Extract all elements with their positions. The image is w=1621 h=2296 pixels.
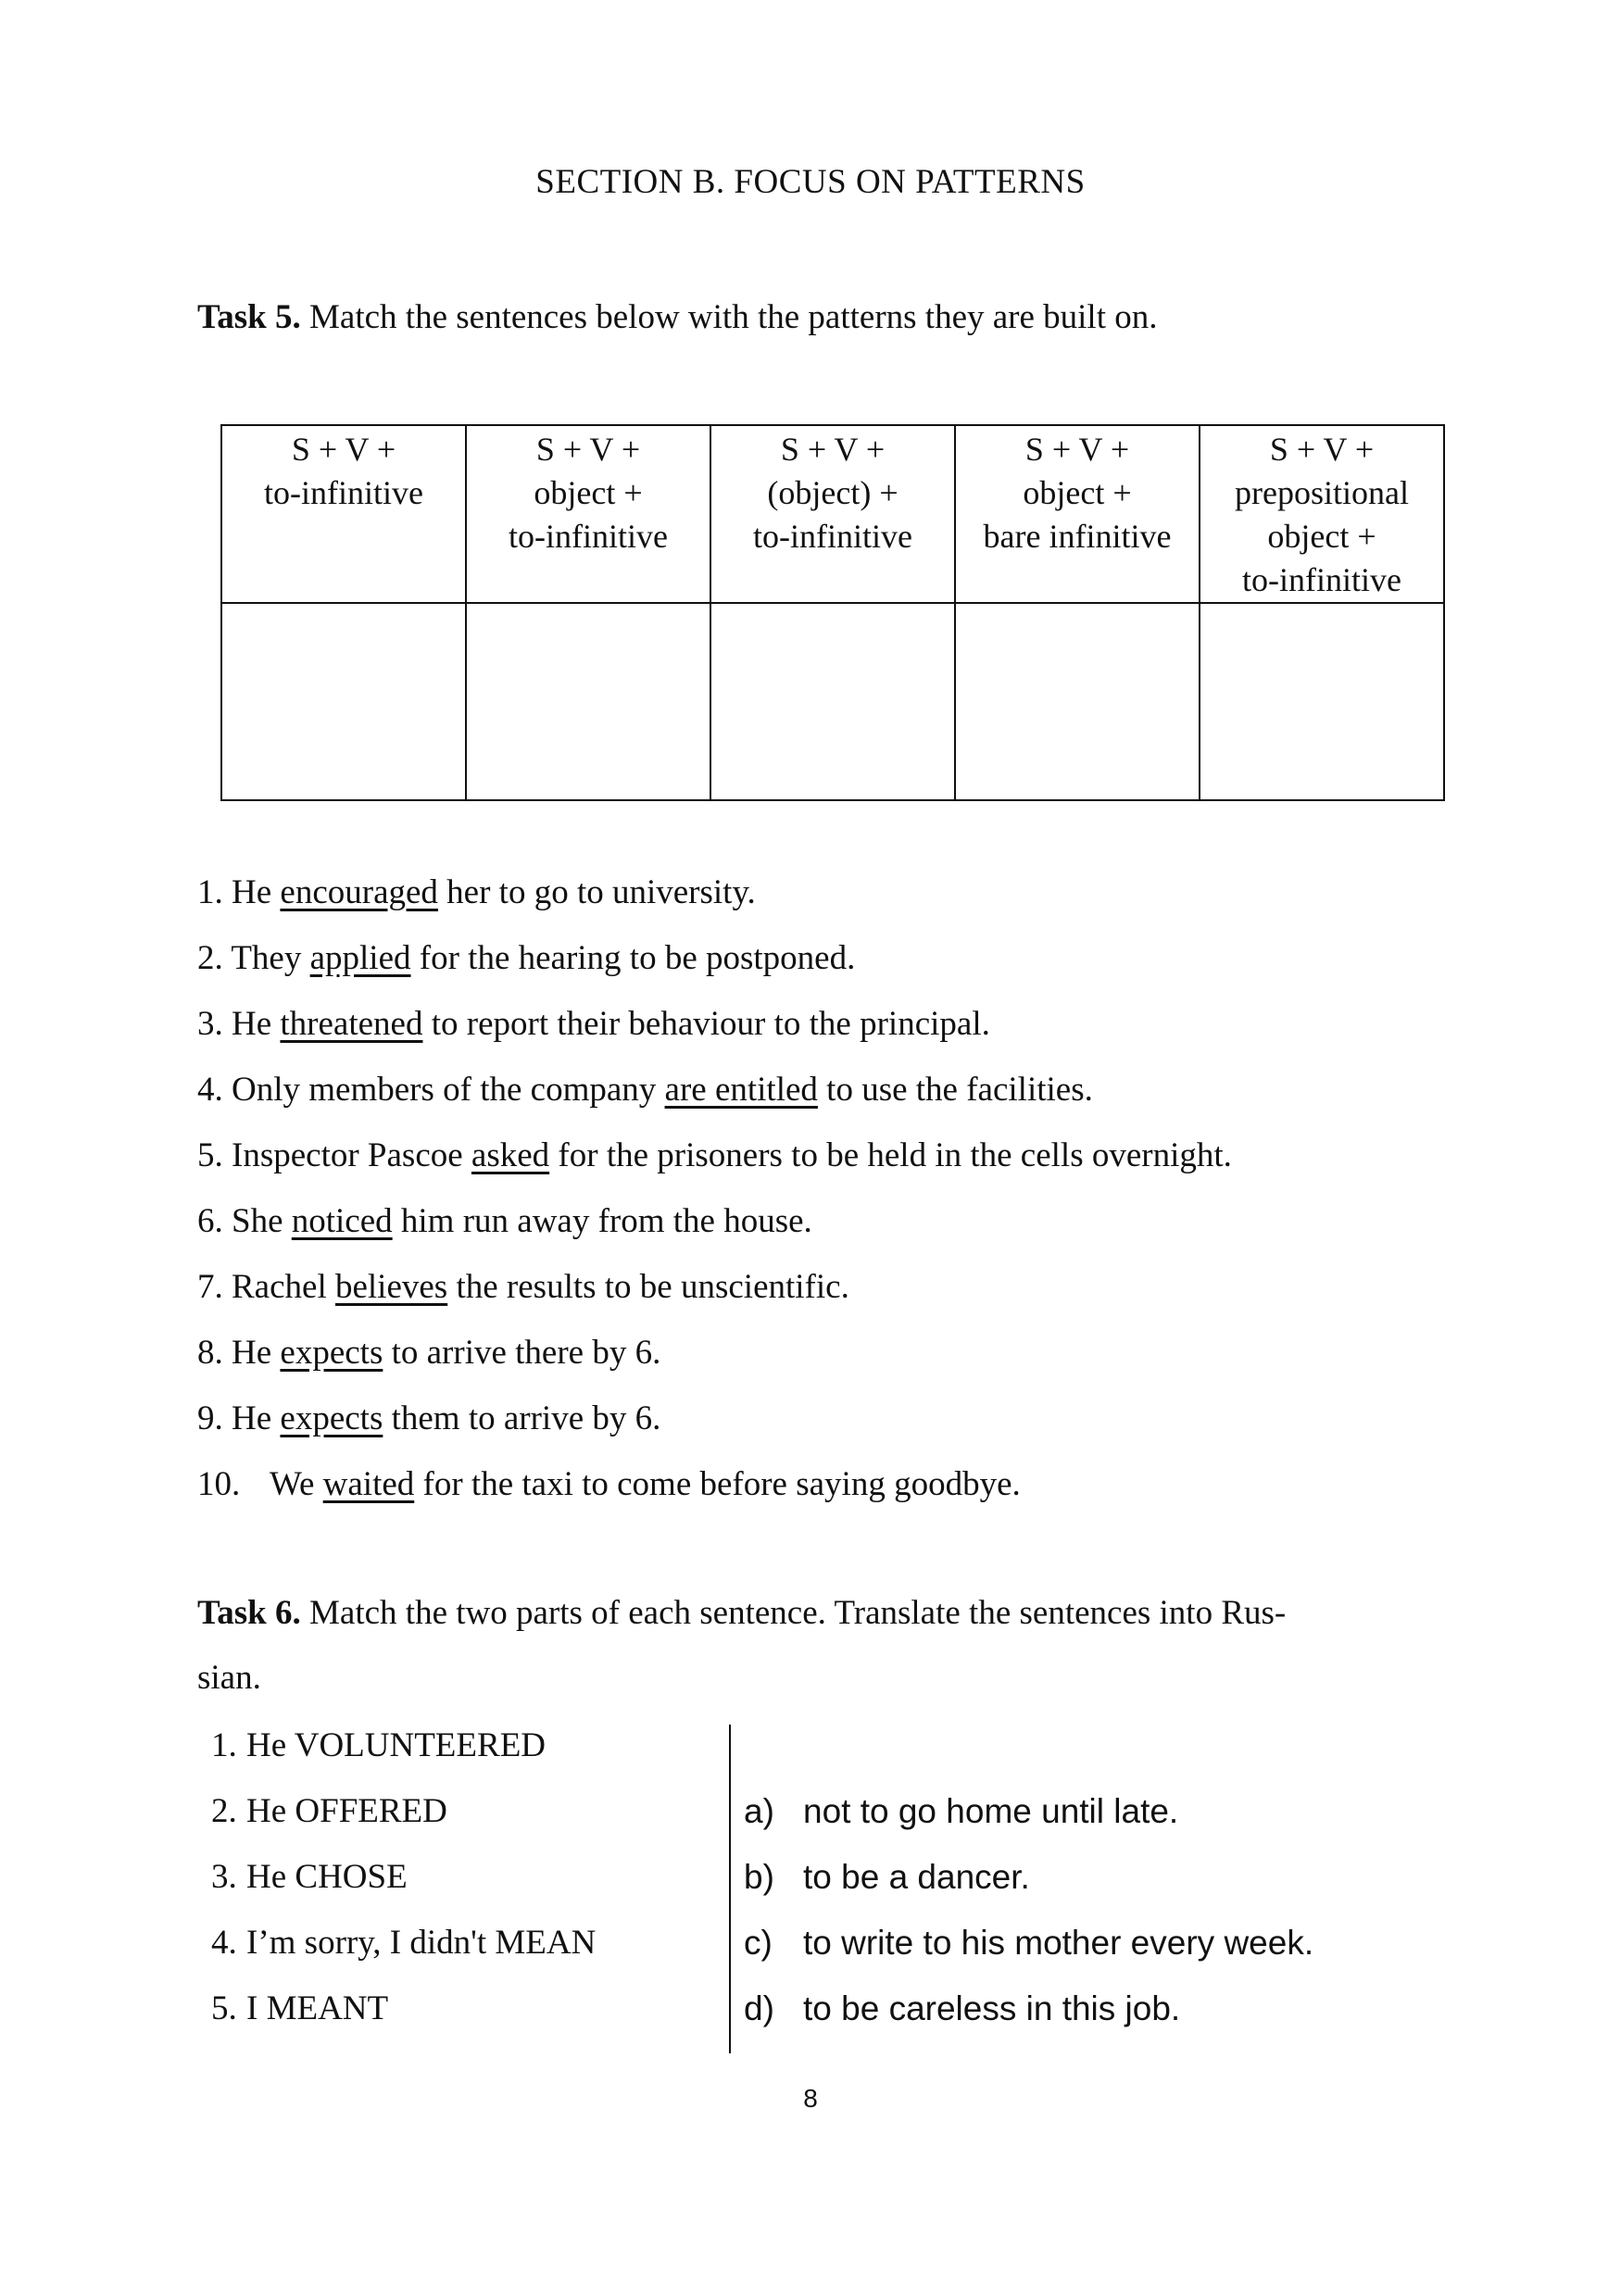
sentence-number: 2. xyxy=(197,939,223,977)
task6-left-column xyxy=(211,1713,596,2041)
sentence-number: 4. xyxy=(197,1071,223,1109)
header-line: to-infinitive xyxy=(1242,561,1401,598)
sentence-number: 3. xyxy=(197,1005,223,1043)
sentence-verb: noticed xyxy=(291,1202,393,1240)
sentence-number: 9. xyxy=(197,1399,223,1437)
sentence-text: We xyxy=(270,1465,323,1503)
sentence-number: 7. xyxy=(197,1268,223,1306)
sentence-item xyxy=(197,1254,1232,1320)
right-item xyxy=(744,1778,1313,1844)
right-item-letter: d) xyxy=(744,1989,774,2027)
header-line: prepositional xyxy=(1235,474,1409,511)
task6-heading-line2: sian. xyxy=(197,1659,261,1697)
sentence-text: She xyxy=(222,1202,292,1240)
sentence-text: He xyxy=(222,1334,281,1372)
sentence-item xyxy=(197,1451,1232,1517)
header-line: S + V + xyxy=(291,431,396,468)
sentence-item xyxy=(197,1320,1232,1386)
left-item-text: I’m sorry, I didn't MEAN xyxy=(246,1924,597,1962)
sentence-verb: asked xyxy=(471,1136,550,1174)
task6-instruction: Match the two parts of each sentence. Translate the sentences into Rus- xyxy=(300,1594,1287,1632)
sentence-item xyxy=(197,1386,1232,1451)
sentence-text: her to go to university. xyxy=(437,873,756,911)
sentence-text: Inspector Pascoe xyxy=(222,1136,471,1174)
left-item-text: He VOLUNTEERED xyxy=(246,1726,547,1764)
sentence-item xyxy=(197,1057,1232,1123)
sentence-item xyxy=(197,925,1232,991)
right-item-letter: b) xyxy=(744,1858,774,1896)
task5-sentence-list xyxy=(197,859,1232,1517)
sentence-verb: applied xyxy=(309,939,411,977)
section-title: SECTION B. FOCUS ON PATTERNS xyxy=(535,163,1086,201)
header-line: S + V + xyxy=(535,431,641,468)
sentence-verb: waited xyxy=(322,1465,415,1503)
right-item-letter: a) xyxy=(744,1792,774,1830)
sentence-item xyxy=(197,1123,1232,1188)
header-line: bare infinitive xyxy=(983,518,1172,555)
left-item xyxy=(211,1910,596,1976)
right-item-text: to be careless in this job. xyxy=(803,1989,1181,2027)
sentence-verb: believes xyxy=(334,1268,448,1306)
task5-heading xyxy=(197,285,1439,350)
answer-cell-1[interactable] xyxy=(221,603,466,800)
sentence-text: to report their behaviour to the principal. xyxy=(422,1005,990,1043)
task5-label: Task 5. xyxy=(197,298,301,336)
right-item xyxy=(744,1910,1313,1976)
task6-heading xyxy=(197,1581,1439,1711)
sentence-text: for the prisoners to be held in the cells overnight. xyxy=(549,1136,1232,1174)
task6-label: Task 6. xyxy=(197,1594,301,1632)
patterns-table xyxy=(220,424,1445,801)
sentence-text: for the hearing to be postponed. xyxy=(410,939,856,977)
sentence-item xyxy=(197,991,1232,1057)
task6-right-column xyxy=(744,1778,1313,2041)
sentence-text: for the taxi to come before saying goodbye. xyxy=(414,1465,1021,1503)
pattern-header-cell xyxy=(466,425,710,603)
header-line: to-infinitive xyxy=(264,474,423,511)
header-line: object + xyxy=(1023,474,1132,511)
answer-cell-2[interactable] xyxy=(466,603,710,800)
patterns-answer-row xyxy=(221,603,1444,800)
header-line: to-infinitive xyxy=(509,518,668,555)
right-item xyxy=(744,1976,1313,2041)
right-item-text: not to go home until late. xyxy=(803,1792,1179,1830)
column-divider xyxy=(729,1725,731,2053)
left-item-number: 3. xyxy=(211,1858,237,1896)
sentence-text: Rachel xyxy=(222,1268,335,1306)
header-line: S + V + xyxy=(1269,431,1375,468)
sentence-text: He xyxy=(222,873,281,911)
left-item xyxy=(211,1713,596,1778)
left-item-number: 2. xyxy=(211,1792,237,1830)
pattern-header-cell xyxy=(955,425,1200,603)
answer-cell-3[interactable] xyxy=(710,603,955,800)
header-line: (object) + xyxy=(767,474,898,511)
sentence-text: They xyxy=(222,939,310,977)
sentence-text: to arrive there by 6. xyxy=(383,1334,661,1372)
right-item-text: to write to his mother every week. xyxy=(803,1924,1314,1962)
sentence-verb: expects xyxy=(280,1334,383,1372)
patterns-header-row xyxy=(221,425,1444,603)
sentence-verb: encouraged xyxy=(280,873,438,911)
header-line: S + V + xyxy=(1024,431,1130,468)
answer-cell-4[interactable] xyxy=(955,603,1200,800)
sentence-number: 6. xyxy=(197,1202,223,1240)
sentence-number: 1. xyxy=(197,873,223,911)
left-item xyxy=(211,1976,596,2041)
sentence-number: 10. xyxy=(197,1465,241,1503)
left-item-text: I MEANT xyxy=(246,1989,389,2027)
sentence-item xyxy=(197,859,1232,925)
left-item-text: He OFFERED xyxy=(246,1792,447,1830)
pattern-header-cell xyxy=(710,425,955,603)
sentence-number: 5. xyxy=(197,1136,223,1174)
left-item xyxy=(211,1778,596,1844)
right-item-letter: c) xyxy=(744,1924,773,1962)
sentence-item xyxy=(197,1188,1232,1254)
left-item xyxy=(211,1844,596,1910)
task6-heading-line1 xyxy=(197,1581,1439,1646)
sentence-text: Only members of the company xyxy=(222,1071,665,1109)
header-line: object + xyxy=(534,474,643,511)
sentence-verb: expects xyxy=(280,1399,383,1437)
header-line: S + V + xyxy=(780,431,886,468)
header-line: object + xyxy=(1267,518,1376,555)
sentence-verb: threatened xyxy=(280,1005,423,1043)
pattern-header-cell xyxy=(1200,425,1444,603)
right-item xyxy=(744,1844,1313,1910)
sentence-text: He xyxy=(222,1005,281,1043)
sentence-verb: are entitled xyxy=(664,1071,818,1109)
left-item-number: 1. xyxy=(211,1726,237,1764)
answer-cell-5[interactable] xyxy=(1200,603,1444,800)
sentence-text: He xyxy=(222,1399,281,1437)
right-item-text: to be a dancer. xyxy=(803,1858,1030,1896)
left-item-text: He CHOSE xyxy=(246,1858,408,1896)
left-item-number: 4. xyxy=(211,1924,237,1962)
sentence-text: to use the facilities. xyxy=(817,1071,1093,1109)
sentence-text: him run away from the house. xyxy=(392,1202,812,1240)
sentence-text: the results to be unscientific. xyxy=(447,1268,849,1306)
page-number: 8 xyxy=(803,2084,818,2113)
left-item-number: 5. xyxy=(211,1989,237,2027)
sentence-number: 8. xyxy=(197,1334,223,1372)
header-line: to-infinitive xyxy=(753,518,912,555)
task5-instruction: Match the sentences below with the patterns they are built on. xyxy=(300,298,1158,336)
pattern-header-cell xyxy=(221,425,466,603)
sentence-text: them to arrive by 6. xyxy=(383,1399,661,1437)
